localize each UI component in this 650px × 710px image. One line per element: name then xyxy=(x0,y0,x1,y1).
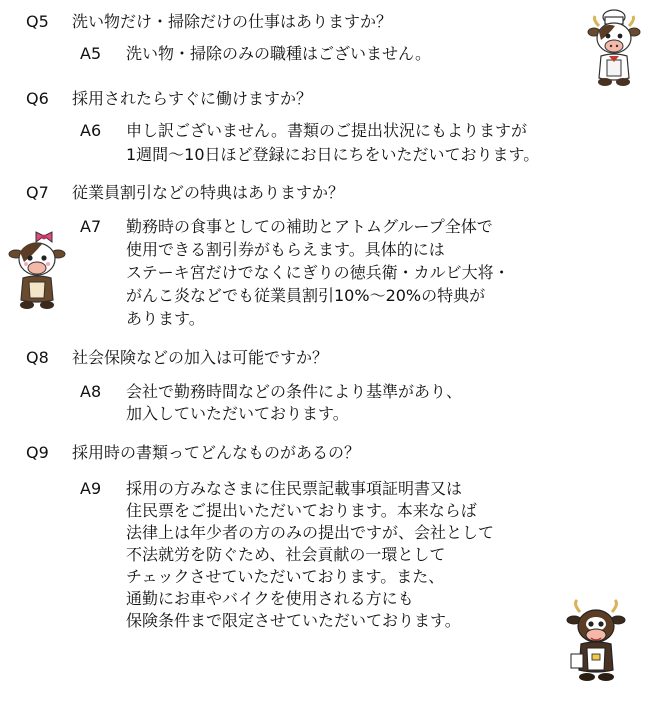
answer-line: 採用の方みなさまに住民票記載事項証明書又は xyxy=(126,479,463,498)
answer-line: がんこ炎などでも従業員割引10%～20%の特典が xyxy=(126,286,486,305)
question-text: 社会保険などの加入は可能ですか？ xyxy=(72,348,329,367)
answer-line: 1週間～10日ほど登録にお日にちをいただいております。 xyxy=(126,145,540,164)
answer-line: 住民票をご提出いただいております。本来ならば xyxy=(126,501,477,520)
answer-a9 xyxy=(80,478,126,500)
question-q5 xyxy=(26,11,392,33)
answer-number: A5 xyxy=(80,44,102,63)
answer-line: 加入していただいております。 xyxy=(126,404,349,423)
question-number: Q9 xyxy=(26,443,49,462)
answer-line: チェックさせていただいております。また、 xyxy=(126,567,445,586)
question-number: Q6 xyxy=(26,89,49,108)
answer-line: ステーキ宮だけでなくにぎりの徳兵衛・カルビ大将・ xyxy=(126,263,510,282)
answer-line: 使用できる割引券がもらえます。具体的には xyxy=(126,240,445,259)
answer-line: 保険条件まで限定させていただいております。 xyxy=(126,611,461,630)
answer-a8 xyxy=(80,381,126,403)
question-q8 xyxy=(26,347,328,369)
answer-line: 通勤にお車やバイクを使用される方にも xyxy=(126,589,414,608)
answer-number: A8 xyxy=(80,382,102,401)
cow-girl-mascot-icon xyxy=(6,230,68,312)
answer-line: 会社で勤務時間などの条件により基準があり、 xyxy=(126,382,463,401)
answer-line: 法律上は年少者の方のみの提出ですが、会社として xyxy=(126,523,495,542)
question-q7 xyxy=(26,182,344,204)
answer-line: 申し訳ございません。書類のご提出状況にもよりますが xyxy=(126,121,527,140)
answer-line: あります。 xyxy=(126,309,205,328)
answer-a5 xyxy=(80,43,126,65)
question-text: 採用されたらすぐに働けますか？ xyxy=(72,89,313,108)
question-text: 採用時の書類ってどんなものがあるの？ xyxy=(72,443,361,462)
question-text: 洗い物だけ・掃除だけの仕事はありますか？ xyxy=(72,12,393,31)
answer-number: A7 xyxy=(80,217,102,236)
cow-chef-mascot-icon xyxy=(585,8,643,90)
answer-number: A9 xyxy=(80,479,102,498)
question-number: Q7 xyxy=(26,183,49,202)
answer-line: 勤務時の食事としての補助とアトムグループ全体で xyxy=(126,217,493,236)
cow-staff-mascot-icon xyxy=(565,598,627,684)
question-q6 xyxy=(26,88,312,110)
question-number: Q8 xyxy=(26,348,49,367)
answer-line: 不法就労を防ぐため、社会貢献の一環として xyxy=(126,545,446,564)
question-number: Q5 xyxy=(26,12,49,31)
answer-a6 xyxy=(80,120,126,142)
answer-a7 xyxy=(80,216,126,238)
answer-line: 洗い物・掃除のみの職種はございません。 xyxy=(126,44,431,63)
answer-number: A6 xyxy=(80,121,102,140)
question-text: 従業員割引などの特典はありますか？ xyxy=(72,183,345,202)
question-q9 xyxy=(26,442,360,464)
